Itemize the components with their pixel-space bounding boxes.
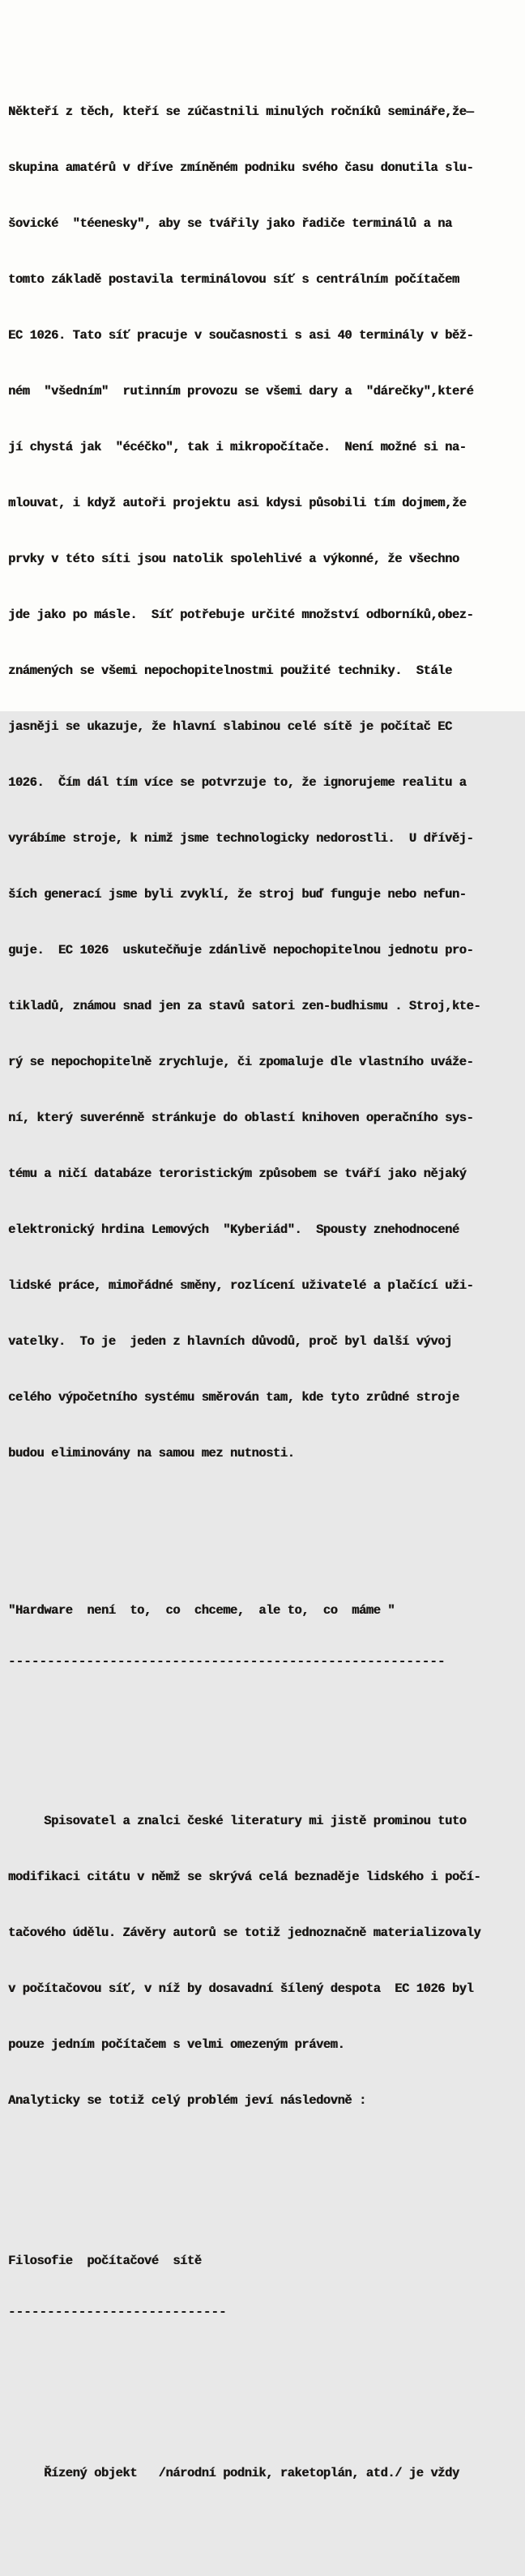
text-line: vatelky. To je jeden z hlavních důvodů, proč byl další vývoj [8,1334,452,1349]
text-line: známených se všemi nepochopitelnostmi použité techniky. Stále [8,663,452,678]
dashed-underline: -------------------------------------------------------- [8,1654,446,1669]
text-line: šovické "téenesky", aby se tvářily jako řadiče terminálů a na [8,216,452,231]
heading-text: Filosofie počítačové sítě [8,2254,202,2268]
text-line: tačového údělu. Závěry autorů se totiž jednoznačně materializovaly [8,1926,481,1940]
heading-text: "Hardware není to, co chceme, ale to, co máme " [8,1603,395,1618]
text-line: rý se nepochopitelně zrychluje, či zpomaluje dle vlastního uváže- [8,1055,474,1069]
text-line: tikladů, známou snad jen za stavů satori zen-budhismu . Stroj,kte- [8,999,481,1013]
section-heading-filosofie [8,2215,520,2359]
text-line: mlouvat, i když autoři projektu asi kdysi působili tím dojmem,že [8,496,467,510]
text-line: v počítačovou síť, v níž by dosavadní šílený despota EC 1026 byl [8,1981,474,1996]
text-line: Spisovatel a znalci české literatury mi jistě prominou tuto [8,1814,467,1828]
text-line: pouze jedním počítačem s velmi omezeným právem. [8,2037,345,2052]
paragraph-2 [8,1775,520,2147]
text-line: elektronický hrdina Lemových "Kyberiád". Spousty znehodnocené [8,1222,459,1237]
text-line: EC 1026. Tato síť pracuje v současnosti s asi 40 terminály v běž- [8,328,474,343]
text-line: 1026. Čím dál tím více se potvrzuje to, že ignorujeme realitu a [8,775,467,790]
document-text [8,10,520,2576]
text-line: jasněji se ukazuje, že hlavní slabinou celé sítě je počítač EC [8,719,452,734]
text-line: ších generací jsme byli zvyklí, že stroj buď funguje nebo nefun- [8,887,467,902]
text-line: prvky v této síti jsou natolik spolehlivé a výkonné, že všechno [8,552,459,566]
section-heading-hardware [8,1564,520,1708]
text-line: vyrábíme stroje, k nimž jsme technologicky nedorostli. U dřívěj- [8,831,474,846]
text-line: ní, který suverénně stránkuje do oblastí knihoven operačního sys- [8,1111,474,1125]
text-line: guje. EC 1026 uskutečňuje zdánlivě nepochopitelnou jednotu pro- [8,943,474,957]
text-line: jde jako po másle. Síť potřebuje určité množství odborníků,obez- [8,608,474,622]
dashed-underline: ---------------------------- [8,2305,227,2319]
paragraph-1 [8,66,520,1500]
text-line: Někteří z těch, kteří se zúčastnili minulých ročníků semináře,že— [8,104,474,119]
text-line: tomto základě postavila terminálovou síť s centrálním počítačem [8,272,459,287]
text-line: celého výpočetního systému směrován tam, kde tyto zrůdné stroje [8,1390,459,1405]
text-line: jí chystá jak "écéčko", tak i mikropočítače. Není možné si na- [8,440,467,454]
text-line: modifikaci citátu v němž se skrývá celá beznaděje lidského i počí- [8,1870,481,1884]
text-line: tému a ničí databáze teroristickým způsobem se tváří jako nějaký [8,1166,467,1181]
text-line: lidské práce, mimořádné směny, rozlícení uživatelé a plačící uži- [8,1278,474,1293]
text-line: Řízený objekt /národní podnik, raketoplán, atd./ je vždy [8,2466,459,2480]
text-line: ném "všedním" rutinním provozu se všemi dary a "dárečky",které [8,384,474,399]
text-line: budou eliminovány na samou mez nutnosti. [8,1446,295,1461]
paragraph-3 [8,2427,520,2520]
text-line: Analyticky se totiž celý problém jeví následovně : [8,2093,366,2108]
text-line: skupina amatérů v dříve zmíněném podniku svého času donutila slu- [8,160,474,175]
